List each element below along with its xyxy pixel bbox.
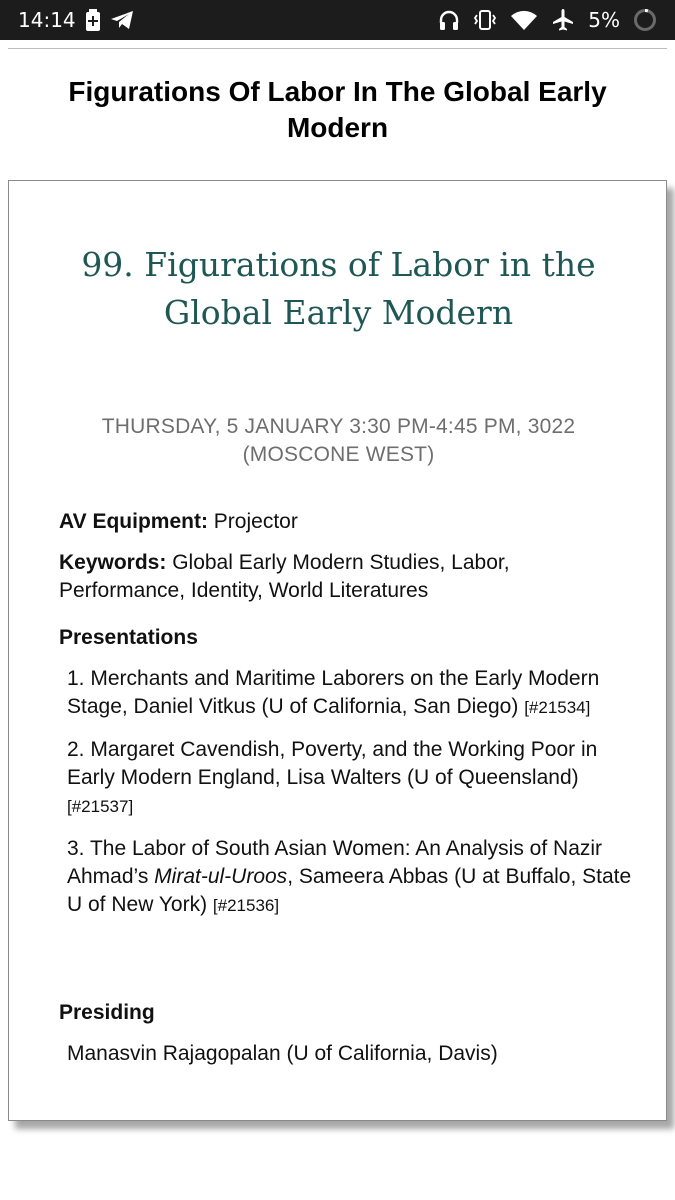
- presentation-ref: [#21536]: [212, 896, 280, 915]
- presentation-item: [67, 835, 637, 920]
- keywords-field: [59, 549, 619, 605]
- presentation-text-rest: , Sameera Abbas (U at Buffalo, State U of New York): [67, 865, 632, 916]
- status-time: 14:14: [18, 8, 76, 32]
- page-title: Figurations Of Labor In The Global Early Modern: [68, 76, 607, 143]
- av-equipment-label: AV Equipment:: [59, 510, 208, 533]
- av-equipment-value: Projector: [213, 510, 298, 533]
- presentation-text: 1. Merchants and Maritime Laborers on the Early Modern Stage, Daniel Vitkus (U of California, San Diego): [67, 667, 600, 718]
- battery-saver-icon: [86, 9, 100, 31]
- telegram-icon: [110, 10, 134, 30]
- presiding-name: Manasvin Rajagopalan (U of California, Davis): [67, 1042, 498, 1065]
- airplane-mode-icon: [551, 8, 575, 32]
- presiding-heading: Presiding: [59, 1001, 155, 1024]
- presentation-ref: [#21537]: [67, 797, 134, 816]
- keywords-label: Keywords:: [59, 551, 167, 574]
- presentations-list: [67, 665, 637, 934]
- presentation-item: [67, 665, 637, 722]
- status-bar: [0, 0, 675, 40]
- headphones-icon: [438, 9, 460, 31]
- top-divider: [8, 48, 667, 49]
- av-equipment-field: [59, 508, 619, 536]
- vibrate-icon: [473, 9, 497, 31]
- battery-percent: 5%: [588, 8, 620, 32]
- keywords-value: Global Early Modern Studies, Labor, Performance, Identity, World Literatures: [59, 551, 510, 602]
- session-title: 99. Figurations of Labor in the Global Early Modern: [81, 245, 596, 332]
- presentation-text: 3. The Labor of South Asian Women: An Analysis of Nazir Ahmad’s: [67, 837, 603, 888]
- wifi-icon: [510, 9, 538, 31]
- battery-ring-icon: [633, 8, 657, 32]
- presentations-heading: Presentations: [59, 626, 198, 649]
- presentation-ref: [#21534]: [524, 698, 591, 717]
- presentation-item: [67, 736, 637, 821]
- session-card: [8, 180, 667, 1121]
- session-datetime-location: THURSDAY, 5 JANUARY 3:30 PM-4:45 PM, 3022 (MOSCONE WEST): [101, 415, 576, 466]
- presentation-text: 2. Margaret Cavendish, Poverty, and the Working Poor in Early Modern England, Lisa Walters (U of Queensland): [67, 738, 598, 789]
- presentation-title-italic: Mirat-ul-Uroos: [154, 865, 288, 888]
